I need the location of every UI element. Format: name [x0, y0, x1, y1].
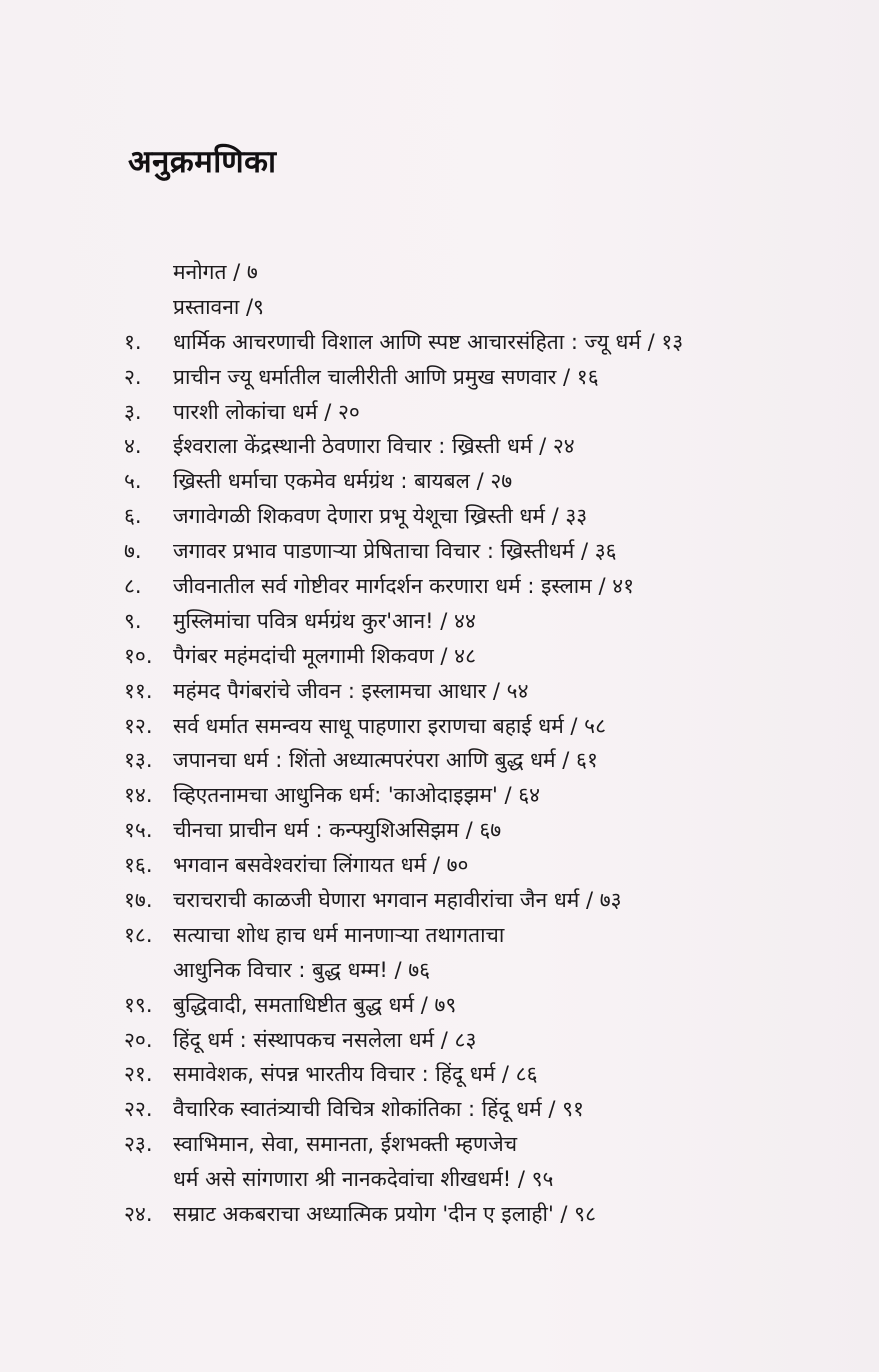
- toc-entry: [0, 674, 879, 709]
- toc-entry: [0, 1127, 879, 1162]
- toc-entry-text: जपानचा धर्म : शिंतो अध्यात्मपरंपरा आणि बुद्ध धर्म / ६१: [173, 748, 598, 773]
- toc-entry: [0, 464, 879, 499]
- toc-entry-text: पैगंबर महंमदांची मूलगामी शिकवण / ४८: [173, 643, 477, 668]
- toc-entry: [0, 743, 879, 778]
- toc-entry: [0, 604, 879, 639]
- toc-entry-text: बुद्धिवादी, समताधिष्टीत बुद्ध धर्म / ७९: [173, 992, 457, 1017]
- toc-entry-number: १०.: [124, 643, 153, 668]
- toc-entry: [0, 883, 879, 918]
- toc-entry: [0, 569, 879, 604]
- toc-entry-text: व्हिएतनामचा आधुनिक धर्म: 'काओदाइझम' / ६४: [173, 783, 541, 808]
- toc-entry: [0, 848, 879, 883]
- toc-entry-text: जगावेगळी शिकवण देणारा प्रभू येशूचा ख्रिस्ती धर्म / ३३: [173, 504, 588, 529]
- toc-entry: [0, 1023, 879, 1058]
- toc-entry: [0, 1057, 879, 1092]
- toc-entry-text: जीवनातील सर्व गोष्टीवर मार्गदर्शन करणारा धर्म : इस्लाम / ४१: [173, 574, 635, 599]
- toc-entry-text: प्रस्तावना /९: [173, 294, 264, 319]
- toc-entry-number: ३.: [124, 399, 142, 424]
- toc-entry-text: हिंदू धर्म : संस्थापकच नसलेला धर्म / ८३: [173, 1027, 477, 1052]
- toc-entry: [0, 1162, 879, 1197]
- toc-entry-number: २०.: [124, 1027, 153, 1052]
- toc-entry-number: १६.: [124, 853, 153, 878]
- toc-entry-text: चराचराची काळजी घेणारा भगवान महावीरांचा जैन धर्म / ७३: [173, 888, 622, 913]
- toc-entry-number: २.: [124, 364, 142, 389]
- toc-entry-text: समावेशक, संपन्न भारतीय विचार : हिंदू धर्म / ८६: [173, 1062, 538, 1087]
- toc-entry: [0, 499, 879, 534]
- toc-entry: [0, 429, 879, 464]
- toc-entry-text: सम्राट अकबराचा अध्यात्मिक प्रयोग 'दीन ए इलाही' / ९८: [173, 1202, 597, 1227]
- toc-entry-number: ६.: [124, 504, 142, 529]
- toc-entry-number: २३.: [124, 1132, 153, 1157]
- toc-entry-text: सत्याचा शोध हाच धर्म मानणाऱ्या तथागताचा: [173, 922, 505, 947]
- toc-entry: [0, 1197, 879, 1232]
- toc-entry-number: १३.: [124, 748, 153, 773]
- toc-entry: [0, 290, 879, 325]
- toc-entry-number: ९.: [124, 608, 142, 633]
- toc-entry: [0, 639, 879, 674]
- toc-entry-number: ८.: [124, 574, 142, 599]
- toc-entry-number: १५.: [124, 818, 153, 843]
- toc-entry-text: ख्रिस्ती धर्माचा एकमेव धर्मग्रंथ : बायबल / २७: [173, 469, 513, 494]
- toc-entry: [0, 255, 879, 290]
- toc-entry: [0, 988, 879, 1023]
- toc-entry-number: १९.: [124, 992, 153, 1017]
- table-of-contents: [0, 255, 879, 1232]
- toc-entry: [0, 953, 879, 988]
- toc-entry: [0, 813, 879, 848]
- toc-entry-number: २४.: [124, 1202, 153, 1227]
- toc-entry-text: सर्व धर्मात समन्वय साधू पाहणारा इराणचा बहाई धर्म / ५८: [173, 713, 607, 738]
- toc-entry-number: १२.: [124, 713, 153, 738]
- toc-entry: [0, 325, 879, 360]
- toc-entry-text: चीनचा प्राचीन धर्म : कन्फ्युशिअसिझम / ६७: [173, 818, 502, 843]
- toc-entry-number: ११.: [124, 678, 153, 703]
- toc-entry-number: १७.: [124, 888, 153, 913]
- toc-entry-number: ७.: [124, 539, 142, 564]
- toc-entry-text: जगावर प्रभाव पाडणाऱ्या प्रेषिताचा विचार : ख्रिस्तीधर्म / ३६: [173, 539, 617, 564]
- toc-entry-text: ईश्वराला केंद्रस्थानी ठेवणारा विचार : ख्रिस्ती धर्म / २४: [173, 434, 575, 459]
- toc-entry: [0, 778, 879, 813]
- toc-entry-number: ४.: [124, 434, 142, 459]
- toc-entry: [0, 1092, 879, 1127]
- toc-entry-text: भगवान बसवेश्वरांचा लिंगायत धर्म / ७०: [173, 853, 469, 878]
- toc-entry-text: महंमद पैगंबरांचे जीवन : इस्लामचा आधार / ५४: [173, 678, 529, 703]
- toc-entry: [0, 534, 879, 569]
- toc-entry-text: वैचारिक स्वातंत्र्याची विचित्र शोकांतिका : हिंदू धर्म / ९१: [173, 1097, 584, 1122]
- toc-entry-number: १४.: [124, 783, 153, 808]
- toc-entry-text: प्राचीन ज्यू धर्मातील चालीरीती आणि प्रमुख सणवार / १६: [173, 364, 599, 389]
- toc-entry-text: पारशी लोकांचा धर्म / २०: [173, 399, 360, 424]
- toc-entry-text: धार्मिक आचरणाची विशाल आणि स्पष्ट आचारसंहिता : ज्यू धर्म / १३: [173, 329, 684, 354]
- toc-entry-text: धर्म असे सांगणारा श्री नानकदेवांचा शीखधर्म! / ९५: [173, 1167, 554, 1192]
- toc-entry-number: २१.: [124, 1062, 153, 1087]
- toc-entry-number: २२.: [124, 1097, 153, 1122]
- toc-entry-number: १.: [124, 329, 142, 354]
- page-title: अनुक्रमणिका: [128, 144, 277, 180]
- toc-entry-text: मनोगत / ७: [173, 260, 258, 284]
- toc-entry-text: मुस्लिमांचा पवित्र धर्मग्रंथ कुर'आन! / ४४: [173, 608, 476, 633]
- toc-entry: [0, 395, 879, 430]
- toc-entry-text: आधुनिक विचार : बुद्ध धम्म! / ७६: [173, 957, 431, 982]
- toc-entry: [0, 918, 879, 953]
- toc-entry-text: स्वाभिमान, सेवा, समानता, ईशभक्ती म्हणजेच: [173, 1132, 518, 1157]
- toc-entry-number: ५.: [124, 469, 142, 494]
- toc-entry: [0, 360, 879, 395]
- toc-entry: [0, 709, 879, 744]
- toc-entry-number: १८.: [124, 922, 153, 947]
